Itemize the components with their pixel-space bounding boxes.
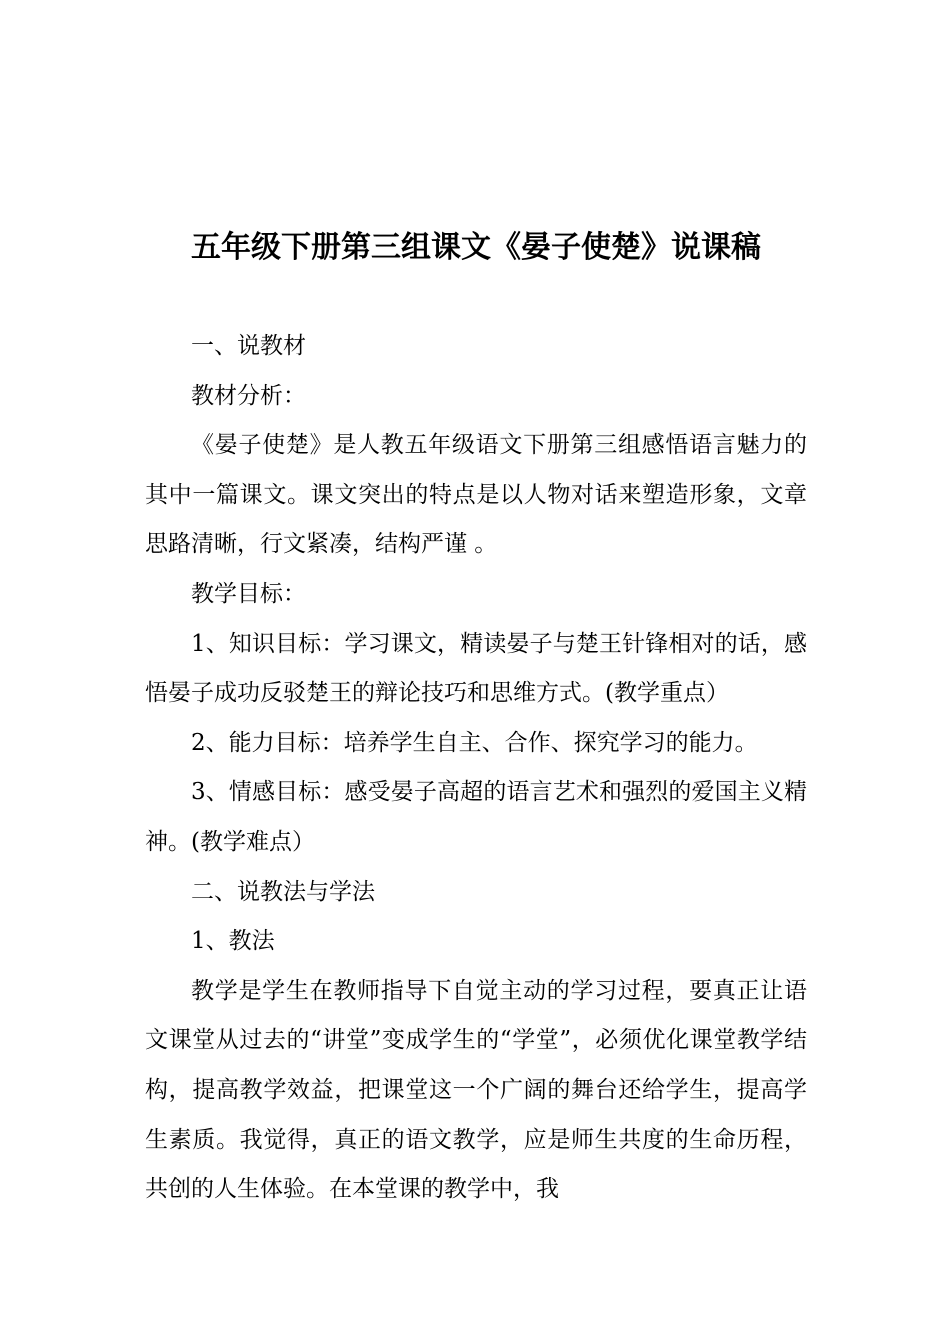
paragraph-knowledge-goal: 1、知识目标：学习课文，精读晏子与楚王针锋相对的话，感悟晏子成功反驳楚王的辩论技巧和思维方式。(教学重点）	[145, 630, 807, 707]
section-heading-textbook: 一、说教材	[191, 333, 306, 359]
paragraph-emotion-goal: 3、情感目标：感受晏子高超的语言艺术和强烈的爱国主义精神。(教学难点）	[145, 779, 807, 855]
paragraph-ability-goal: 2、能力目标：培养学生自主、合作、探究学习的能力。	[191, 729, 758, 756]
document-title: 五年级下册第三组课文《晏子使楚》说课稿	[191, 230, 761, 265]
section-heading-methods: 二、说教法与学法	[191, 878, 375, 905]
paragraph-textbook-analysis: 《晏子使楚》是人教五年级语文下册第三组感悟语言魅力的其中一篇课文。课文突出的特点是以人物对话来塑造形象，文章思路清晰，行文紧凑，结构严谨 。	[145, 432, 807, 558]
document-body	[145, 322, 807, 1215]
subheading-teaching-goals: 教学目标：	[191, 580, 306, 607]
subheading-teaching-method: 1、教法	[191, 928, 275, 955]
subheading-textbook-analysis: 教材分析：	[191, 382, 306, 409]
paragraph-teaching-method: 教学是学生在教师指导下自觉主动的学习过程，要真正让语文课堂从过去的“讲堂”变成学生的“学堂”，必须优化课堂教学结构，提高教学效益，把课堂这一个广阔的舞台还给学生，提高学生素质。我觉得，真正的语文教学，应是师生共度的生命历程，共创的人生体验。在本堂课的教学中，我	[145, 977, 807, 1203]
